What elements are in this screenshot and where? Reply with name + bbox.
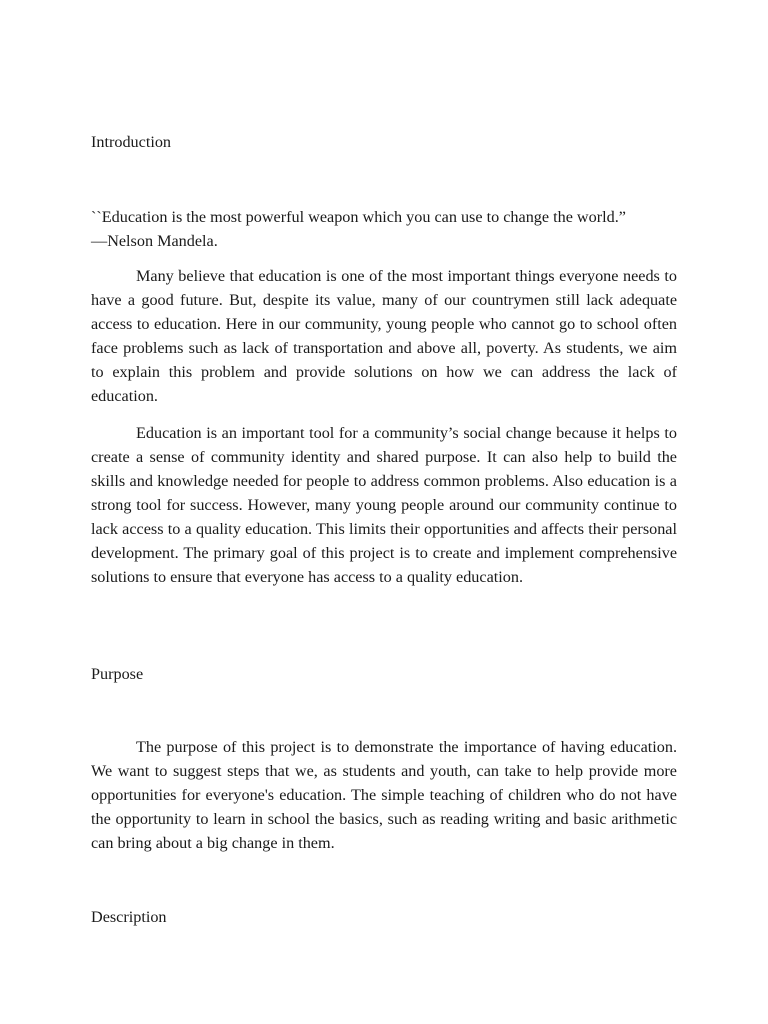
introduction-paragraph-1: Many believe that education is one of the most important things everyone needs to have a good future. But, despite its value, many of our countrymen still lack adequate access to education. Here in our community, young people who cannot go to school often face problems such as lack of transportation and above all, poverty. As students, we aim to explain this problem and provide solutions on how we can address the lack of education.: [91, 267, 677, 405]
introduction-heading: Introduction: [91, 133, 172, 151]
quote-text: ``Education is the most powerful weapon which you can use to change the world.”: [91, 208, 626, 226]
purpose-heading: Purpose: [91, 665, 144, 683]
quote-attribution: —Nelson Mandela.: [91, 232, 218, 250]
description-heading: Description: [91, 908, 167, 926]
introduction-paragraph-2: Education is an important tool for a community’s social change because it helps to create a sense of community identity and shared purpose. It can also help to build the skills and knowledge needed for people to address common problems. Also education is a strong tool for success. However, many young people around our community continue to lack access to a quality education. This limits their opportunities and affects their personal development. The primary goal of this project is to create and implement comprehensive solutions to ensure that everyone has access to a quality education.: [91, 424, 677, 586]
purpose-paragraph: The purpose of this project is to demonstrate the importance of having education. We want to suggest steps that we, as students and youth, can take to help provide more opportunities for everyone's education. The simple teaching of children who do not have the opportunity to learn in school the basics, such as reading writing and basic arithmetic can bring about a big change in them.: [91, 738, 677, 852]
mandela-quote: [91, 205, 677, 253]
